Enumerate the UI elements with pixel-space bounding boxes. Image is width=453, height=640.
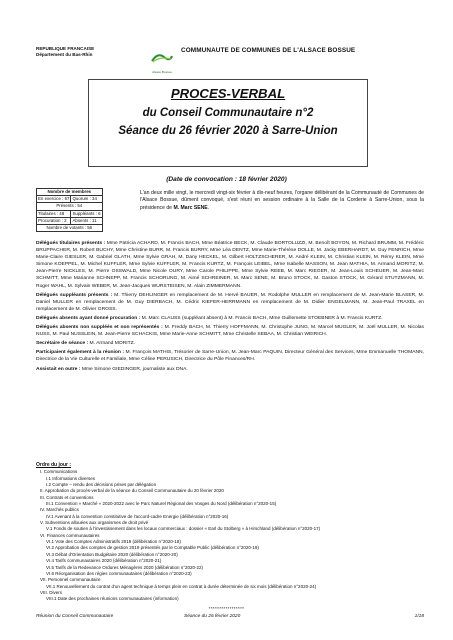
- section-text: M. Freddy BACH, M. Thierry HOFFMANN, M. Christophe JUNG, M. Marcel MUGLER, M. Joël MULLER, M. Nicolas NUSS, M. Paul NUSSLEIN, M. Jean-Pierre SCHACKIS, Mme Marie-Anne SCHMITT, Mme Christelle SEBAA, M. Christian WEIRICH.: [36, 325, 425, 338]
- session-subtitle: Séance du 26 février 2020 à Sarre-Union: [118, 125, 338, 137]
- agenda-item: II. Approbation du procès-verbal de la séance du Conseil Communautaire du 20 février 2020: [40, 488, 224, 494]
- agenda-item: VI.5 Tarifs de la Redevance Ordures Ménagères 2020 (délibération n°2020-22): [46, 564, 204, 570]
- agenda-item: V. Subventions allouées aux organismes de droit privé: [40, 520, 149, 526]
- intro-text: L'an deux mille vingt, le mercredi vingt-six février à dix-neuf heures, l'organe délibérant de la Communauté de Communes de l'Alsace Bossue, dûment convoqué, s'est réuni en session ordinaire à la Salle de la Corderie à Sarre-Union, sous la présidence de: [140, 190, 424, 211]
- alsace-bossue-logo-icon: [150, 50, 174, 74]
- members-suppleants: Suppléants : 6: [72, 210, 101, 216]
- community-title: COMMUNAUTE DE COMMUNES DE L'ALSACE BOSSUE: [181, 47, 356, 54]
- agenda-item: VIII.1 Date des prochaines réunions communautaires (information): [46, 596, 179, 602]
- header-left: [36, 46, 94, 58]
- agenda-item: IV.1 Avenant à la convention constitutive de l'accord-cadre Energie (délibération n°2020-16): [46, 513, 229, 519]
- members-quorum: Quorum : 34: [71, 196, 102, 203]
- section-text: M. François MATHIS, Trésorier de Sarre-Union, M. Jean-Marc PAQUIN, Directeur Général des Services, Mme Emmanuelle THOMANN, Directrice de la Vie Culturelle et Familiale, Mme Céline PERUSICH, Directrice du Pôle Finances/RH.: [36, 350, 424, 363]
- members-procuration: Procuration : 2: [37, 217, 71, 224]
- members-in-office: En exercice : 67: [38, 196, 70, 202]
- section-label: Délégués suppléants présents :: [36, 292, 113, 298]
- agenda-item: III. Contrats et conventions: [40, 494, 94, 500]
- body-sections: [36, 240, 424, 373]
- section-label: Participaient également à la réunion :: [36, 350, 125, 356]
- agenda: [36, 462, 436, 603]
- footer-center: Séance du 26 février 2020: [184, 614, 241, 619]
- president-name: M. Marc SENE: [173, 204, 208, 211]
- section-participants: [36, 349, 424, 363]
- section-label: Délégués absents non suppléés et non représentés :: [36, 325, 163, 331]
- title-box: [88, 79, 368, 167]
- agenda-item: VI.4 Tarifs communautaires 2020 (délibération n°2020-21): [46, 558, 162, 564]
- section-label: Secrétaire de séance :: [36, 341, 89, 347]
- agenda-list: [36, 469, 436, 602]
- agenda-item: IV. Marchés publics: [40, 507, 79, 513]
- section-label: Assistait en outre :: [36, 366, 81, 372]
- agenda-item: I.2 Compte – rendu des décisions prises par délégation: [46, 482, 157, 488]
- logo-text: Alsace Bossue: [152, 70, 172, 74]
- agenda-item: V.1 Fonds de soutien à l'investissement dans les locaux commerciaux : dossier « Earl du Stolberg » à Hirschland (délibération n°2020-17): [46, 526, 321, 532]
- agenda-item: VI.1 Vote des Comptes Administratifs 2019 (délibération n°2020-18): [46, 539, 181, 545]
- members-titulaires: Titulaires : 48: [37, 210, 71, 217]
- members-table: [36, 188, 103, 232]
- section-titulaires: [36, 240, 424, 290]
- intro-paragraph: L'an deux mille vingt, le mercredi vingt-six février à dix-neuf heures, l'organe délibérant de la Communauté de Communes de l'Alsace Bossue, dûment convoqué, s'est réuni en session ordinaire à la Salle de la Corderie à Sarre-Union, sous la présidence de M. Marc SENE.: [140, 190, 424, 211]
- members-votants: Nombre de votants : 56: [37, 225, 103, 232]
- agenda-title: Ordre du jour :: [36, 462, 71, 468]
- agenda-item: VI.3 Débat d'Orientation Budgétaire 2020 (délibération n°2020-20): [46, 551, 178, 557]
- agenda-item: VIII. Divers: [40, 589, 63, 595]
- section-label: Délégués titulaires présents :: [36, 241, 106, 246]
- section-absents: [36, 324, 424, 338]
- agenda-item: VII. Personnel communautaire: [40, 577, 101, 583]
- section-label: Délégués absents ayant donné procuration :: [36, 315, 141, 321]
- section-secretaire: [36, 340, 424, 347]
- agenda-item: VI.2 Approbation des comptes de gestion 2019 présentés par le Comptable Public (délibération n°2020-19): [46, 545, 259, 551]
- republique-label: REPUBLIQUE FRANCAISE: [36, 46, 95, 51]
- document-title: PROCES-VERBAL: [170, 86, 286, 101]
- section-text: Mme Simone GIEDINGER, journaliste aux DNA.: [81, 366, 188, 372]
- separator-stars: *****************: [208, 606, 245, 611]
- agenda-item: VII.1 Renouvellement du contrat d'un agent technique à temps plein en contrat à durée déterminée de six mois (délibération n°2020-24): [46, 583, 317, 589]
- agenda-item: III.1 Convention « Marché » 2020-2022 avec le Parc Naturel Régional des Vosges du Nord (délibération n°2020-15): [46, 501, 277, 507]
- section-text: M. Marc CLAUSS (suppléant absent) à M. Francis BACH, Mme Guillemette STOEBNER à M. Francis KURTZ.: [141, 315, 383, 321]
- members-absents: Absents : 11: [71, 217, 102, 224]
- section-text: M. Thierry DEHLINGER en remplacement de M. Hervé BAUER, M. Rodolphe MULLER en remplacement de M. Jean-Marie BLASER, M. Daniel MULLER en remplacement de M. Guy DIERBACH, M. Cédric KIEFER-HERRMANN en remplacement de M. Didier ENGELMANN, M. Jean-Paul TRAXEL en remplacement de M. Olivier GROSS.: [36, 292, 425, 312]
- section-text: M. Armand MORITZ.: [89, 341, 136, 347]
- section-text: Mme Patricia ACHARD, M. Francis BACH, Mme Béatrice BECK, M. Claude BORTOLUZZI, M. Benoît BOYON, M. Richard BRUMM, M. Frédéric BRUPPACHER, M. Robert BUCHY, Mme Christine BURR, M. Francis BURRY, Mme Léa DENTZ, Mme Marie-Thérèse DOLLE, M. Jacky EBERHARDT, M. Guy FENRICH, Mme Marie-Claire GIESLER, M. Gabriel GLATH, Mme Sylvie GRAH, M. Dany HECKEL, M. Gilbert HOLTZSCHERER, M. André KLEIN, M. Christian KLEIN, M. Rémy KLEIN, Mme Simone KOEPPEL, M. Michel KUFFLER, Mme Sylvie KUFFLER, M. Francis KURTZ, M. François LEIBEL, Mme Isabelle MASSON, M. Jean MATHIA, M. Armand MORITZ, M. Jean-Pierre NICKLES, M. Pierre OSSWALD, Mme Nicole OURY, Mme Carole PHILIPPE, Mme Sylvie REEB, M. Marc RIEGER, M. Jean-Louis SCHEUER, M. Jean-Marc SCHMITT, Mme Marianne SCHNEPP, M. Francis SCHORUNG, M. Aimé SCHREINER, M. Marc SENE, M. Bruno STOCK, M. Gaston STOCK, M. Gérard STUTZMANN, M. Roger WAHL, M. Sylvain WEBER, M. Jean-Jacques WURSTEISEN, M. Alain ZIMMERMANN.: [36, 241, 425, 289]
- members-table-header: Nombre de membres: [37, 189, 103, 196]
- section-suppleants: [36, 292, 424, 313]
- agenda-item: VI. Finances communautaires: [40, 532, 100, 538]
- section-procuration: [36, 315, 424, 322]
- council-subtitle: du Conseil Communautaire n°2: [142, 107, 314, 119]
- agenda-item: I.1 Informations diverses: [46, 475, 96, 481]
- members-present: Présents : 54: [37, 203, 103, 210]
- agenda-item: VI.6 Réorganisation des régies communautaires (délibération n°2020-23): [46, 570, 192, 576]
- section-assistait: [36, 366, 424, 373]
- departement-label: Département du Bas-Rhin: [36, 52, 93, 57]
- footer-left: Réunion du Conseil Communautaire: [36, 614, 114, 619]
- page-number: 1/18: [414, 614, 424, 619]
- agenda-item: I. Communications: [40, 469, 78, 475]
- convocation-date: (Date de convocation : 18 février 2020): [166, 176, 287, 183]
